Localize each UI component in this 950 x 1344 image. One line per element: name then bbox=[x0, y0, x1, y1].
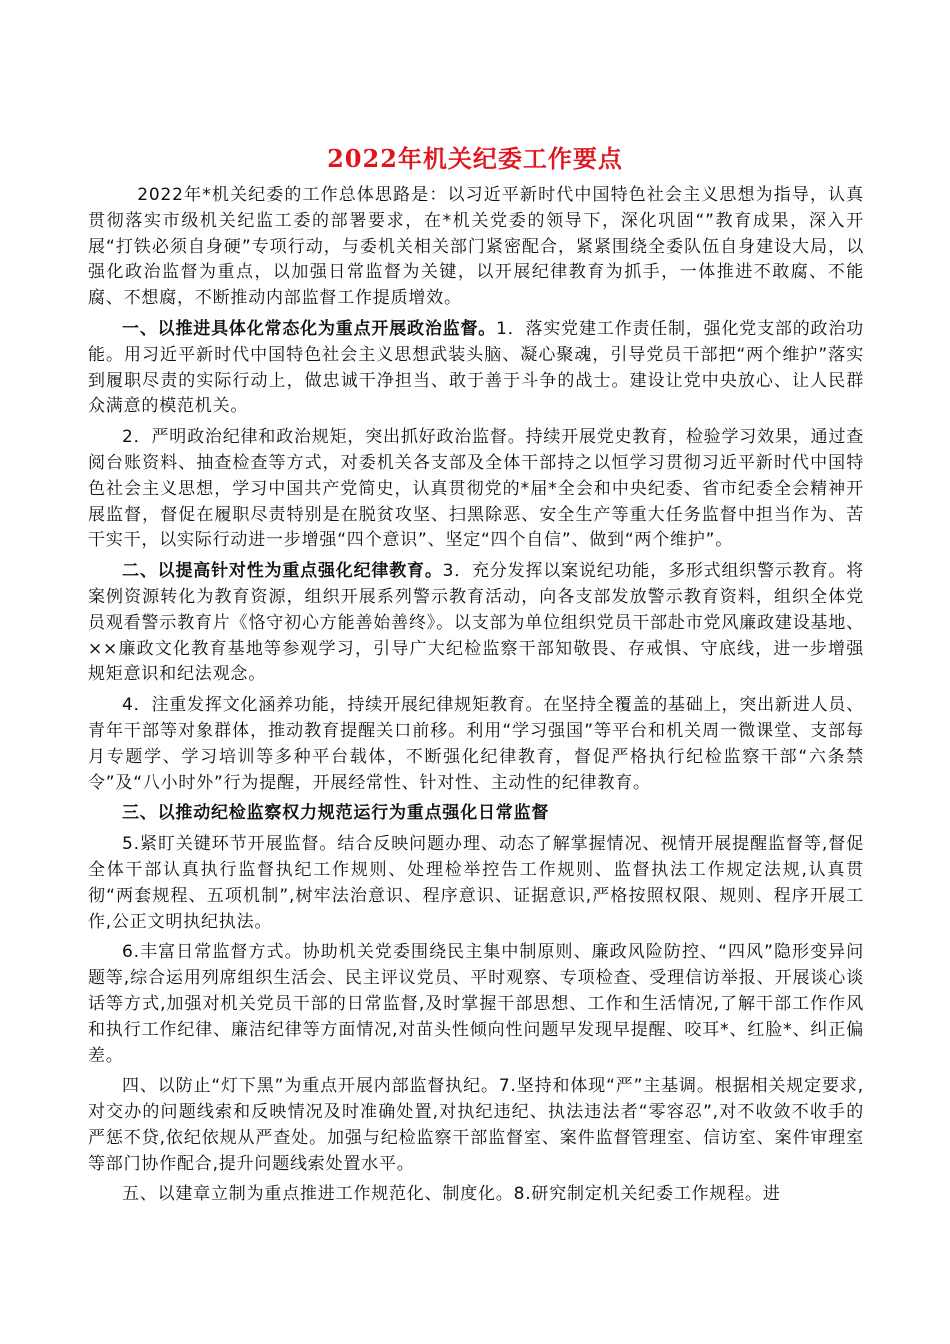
section-heading: 三、以推动纪检监察权力规范运行为重点强化日常监督 bbox=[122, 803, 550, 824]
section-heading: 一、以推进具体化常态化为重点开展政治监督。 bbox=[122, 318, 497, 339]
paragraph-text: 1．落实党建工作责任制，强化党支部的政治功能。用习近平新时代中国特色社会主义思想武装头脑、凝心聚魂，引导党员干部把“两个维护”落实到履职尽责的实际行动上，做忠诚干净担当、敢于善于斗争的战士。建设让党中央放心、让人民群众满意的模范机关。 bbox=[88, 318, 864, 417]
paragraph-section-5 bbox=[88, 1182, 864, 1208]
paragraph-text: 2．严明政治纪律和政治规矩，突出抓好政治监督。持续开展党史教育，检验学习效果，通过查阅台账资料、抽查检查等方式，对委机关各支部及全体干部持之以恒学习贯彻习近平新时代中国特色社会主义思想，学习中国共产党简史，认真贯彻党的*届*全会和中央纪委、省市纪委全会精神开展监督，督促在履职尽责特别是在脱贫攻坚、扫黑除恶、安全生产等重大任务监督中担当作为、苦干实干，以实际行动进一步增强“四个意识”、坚定“四个自信”、做到“两个维护”。 bbox=[88, 427, 864, 551]
paragraph-item-4 bbox=[88, 693, 864, 796]
paragraph-section-1 bbox=[88, 317, 864, 420]
paragraph-text: 3．充分发挥以案说纪功能，多形式组织警示教育。将案例资源转化为教育资源，组织开展系列警示教育活动，向各支部发放警示教育资料，组织全体党员观看警示教育片《恪守初心方能善始善终》。以支部为单位组织党员干部赴市党风廉政建设基地、××廉政文化教育基地等参观学习，引导广大纪检监察干部知敬畏、存戒惧、守底线，进一步增强规矩意识和纪法观念。 bbox=[88, 561, 864, 685]
section-heading: 二、以提高针对性为重点强化纪律教育。 bbox=[122, 561, 443, 582]
paragraph-section-4 bbox=[88, 1074, 864, 1177]
paragraph-text: 五、以建章立制为重点推进工作规范化、制度化。8.研究制定机关纪委工作规程。进 bbox=[122, 1184, 781, 1205]
paragraph-text: 4．注重发挥文化涵养功能，持续开展纪律规矩教育。在坚持全覆盖的基础上，突出新进人员、青年干部等对象群体，推动教育提醒关口前移。利用“学习强国”等平台和机关周一微课堂、支部每月专题学、学习培训等多种平台载体，不断强化纪律教育，督促严格执行纪检监察干部“六条禁令”及“八小时外”行为提醒，开展经常性、针对性、主动性的纪律教育。 bbox=[88, 695, 864, 793]
paragraph-text: 四、以防止“灯下黑”为重点开展内部监督执纪。7.坚持和体现“严”主基调。根据相关规定要求,对交办的问题线索和反映情况及时准确处置,对执纪违纪、执法违法者“零容忍”,对不收敛不收手的严惩不贷,依纪依规从严查处。加强与纪检监察干部监督室、案件监督管理室、信访室、案件审理室等部门协作配合,提升问题线索处置水平。 bbox=[88, 1076, 864, 1174]
paragraph-overview bbox=[88, 183, 864, 312]
paragraph-item-5 bbox=[88, 832, 864, 935]
document-title: 2022年机关纪委工作要点 bbox=[327, 144, 623, 173]
paragraph-text: 6.丰富日常监督方式。协助机关党委围绕民主集中制原则、廉政风险防控、“四风”隐形变异问题等,综合运用列席组织生活会、民主评议党员、平时观察、专项检查、受理信访举报、开展谈心谈话等方式,加强对机关党员干部的日常监督,及时掌握干部思想、工作和生活情况,了解干部工作作风和执行工作纪律、廉洁纪律等方面情况,对苗头性倾向性问题早发现早提醒、咬耳*、红脸*、纠正偏差。 bbox=[88, 942, 864, 1066]
paragraph-text: 5.紧盯关键环节开展监督。结合反映问题办理、动态了解掌握情况、视情开展提醒监督等,督促全体干部认真执行监督执纪工作规则、处理检举控告工作规则、监督执法工作规定法规,认真贯彻“两套规程、五项机制”,树牢法治意识、程序意识、证据意识,严格按照权限、规则、程序开展工作,公正文明执纪执法。 bbox=[88, 834, 864, 932]
document-body bbox=[88, 183, 864, 1213]
paragraph-item-6 bbox=[88, 940, 864, 1069]
paragraph-text: 2022年*机关纪委的工作总体思路是：以习近平新时代中国特色社会主义思想为指导，认真贯彻落实市级机关纪监工委的部署要求，在*机关党委的领导下，深化巩固“”教育成果，深入开展“打铁必须自身硬”专项行动，与委机关相关部门紧密配合，紧紧围绕全委队伍自身建设大局，以强化政治监督为重点，以加强日常监督为关键，以开展纪律教育为抓手，一体推进不敢腐、不能腐、不想腐，不断推动内部监督工作提质增效。 bbox=[88, 185, 864, 309]
paragraph-section-2 bbox=[88, 559, 864, 688]
paragraph-section-3 bbox=[88, 801, 864, 827]
paragraph-item-2 bbox=[88, 425, 864, 554]
